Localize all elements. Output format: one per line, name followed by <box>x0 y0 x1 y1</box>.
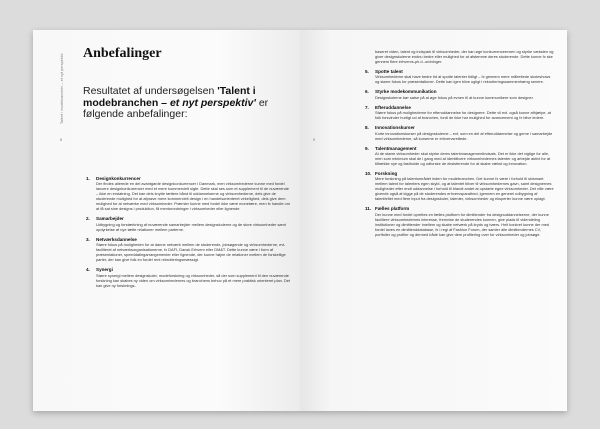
item-number: 9. <box>365 145 369 151</box>
item-number: 7. <box>365 104 369 110</box>
recommendation-item <box>365 89 555 100</box>
recommendation-item <box>365 69 555 85</box>
continued-paragraph <box>375 49 555 64</box>
right-page <box>300 30 567 411</box>
item-number: 10. <box>365 171 372 177</box>
intro-paragraph <box>83 86 283 121</box>
item-title: Innovationskurser <box>375 125 415 131</box>
item-number: 6. <box>365 89 369 95</box>
recommendation-item <box>86 236 291 263</box>
item-number: 2. <box>86 216 90 222</box>
item-title: Styrke modekommunikation <box>375 89 437 95</box>
item-body: Der kunne med fordel oprettes en fælles platform for dimittender fra designuddannelserne, der kunne facilitere virksomhedernes interesse, fremvise de studerendes kunnen, give plads til videndeling institutioner og dimittender imellem og skabe netværk på kryds og tværs. Helt konkret kunne der med fordel laves en dimittenddatabase, fx i regi af Fashion Forum, der samler alle dimittendernes CV, portfolier og profiler og dermed både kan give dem profilering over for virksomheder og jobsøge. <box>375 211 550 237</box>
item-title: Netværksdannelse <box>96 236 137 242</box>
item-body: Korte innovationskurser på designskolerne – evt. som en del af efteruddannelse og gerne i samarbejde med virksomhederne, så kurserne er erhvervsrettede. <box>375 130 553 141</box>
item-number: 5. <box>365 69 369 74</box>
item-body: Større fokus på mulighederne for efteruddannelse for designere. Dette vil evt. også kunne afhjælpe, at folk forsvinder hurtigt ud af branchen, fordi de ikke har mulighed for avancement og fx blive ledere. <box>375 110 551 121</box>
item-number: 1. <box>86 176 90 181</box>
recommendation-item <box>86 216 291 232</box>
recommendation-item <box>86 176 291 212</box>
item-body: Større synergi mellem designskoler, modeforskning og virksomheder, så der som supplement til den nuværende forskning kan skabes ny viden om virksomhedernes og branchens behov på et mere praktisk orienteret plan. Det kan give ny forsknings- <box>96 272 290 288</box>
recommendation-item <box>365 206 555 237</box>
item-body: Virksomhederne skal have bedre tid at spotte talenter tidligt – fx gennem mere målrettede skoleshows og større fokus for præsentationer. Dette kan igen blive ugligt i rekrutteringssammenhæng senere. <box>375 74 551 85</box>
recommendation-item <box>365 145 555 167</box>
page-number-left: 8 <box>60 138 62 142</box>
item-number: 11. <box>365 206 372 212</box>
recommendation-item <box>365 104 555 121</box>
item-body: Større fokus på muligheden for at danne netværk mellem de studerende, jobsøgende og virksomhederne, evt. faciliteret af netværksorganisationerne, fx DAFI, Dansk Erhverv eller DM&T. Dette kunne være i form af præsentationer, speeddatingarrangementer eller lignende, der kunne højne de relationer mellem de forskellige parter, der kan give folk en fordel rent rekrutteringsmæssigt. <box>96 242 286 263</box>
item-title: Forskning <box>375 171 398 177</box>
recommendation-item <box>365 171 555 202</box>
page-number-right: 9 <box>313 138 315 142</box>
intro-bold: 'Talent i modebranchen – <box>83 85 256 109</box>
recommendation-list-left <box>86 176 291 293</box>
item-title: Designkonkurrencer <box>96 176 141 181</box>
recommendation-item <box>365 125 555 141</box>
intro-part1: Resultatet af undersøgelsen <box>83 85 218 97</box>
item-body: At de større virksomheder skal styrke deres talentmanagementindsats. Det er ikke det vigtige for alle, men som minimum skal de i gang med at identificere virksomhedernes talenter og arbejde aktivt for at tiltrække nye og fastholde og udforske de eksisterende for at skabe vækst og innovation. <box>375 151 551 167</box>
intro-part2: er følgende anbefalinger: <box>83 96 269 120</box>
item-body: Udbygning og forstærkning af nuværende samarbejder mellem designskolerne og de store virksomheder samt opdyrkelse af nye tætte relationer mellem parterne. <box>96 221 286 232</box>
item-title: Efteruddannelse <box>375 104 411 110</box>
recommendation-item <box>86 267 291 288</box>
item-body: Mere forskning på talentområdet inden for modebranchen. Det kunne fx være i forhold til skismaet mellem talent for talenters egen skyld, og at talentet bliver til virksomhedernes gavn, samt designernes muligheder efter endt uddannelse i forhold til blandt andet at opstarte egne virksomheder. Det ville være givende også at kigge på de studerendes erhvervsparathed, igennem en generel udbygning af talentfeltet med flere input fra designskoler, talenter, virksomheder og eksperter kunne være oplagt. <box>375 176 554 202</box>
item-title: Spotte talent <box>375 69 403 74</box>
item-number: 8. <box>365 125 369 131</box>
intro-italic: et nyt perspektiv' <box>169 96 256 109</box>
item-number: 4. <box>86 267 90 273</box>
lead-text: baseret viden, talent og indspark til virksomheder, der kan øge konkurrenceevnen og styrke væksten og giver designskolerne endnu bedre eller mulighed for at afstemme deres studerende. Dette kunne fx ske gennem flere erhvervs-ph.d.-ordninger. <box>375 49 554 64</box>
running-header: Talent i modebranchen – et nyt perspektiv <box>60 53 64 124</box>
item-number: 3. <box>86 236 90 242</box>
page-heading: Anbefalinger <box>83 46 162 61</box>
left-page <box>33 30 300 411</box>
item-title: Talentmanagement <box>375 145 417 151</box>
item-title: Fælles platform <box>375 206 410 212</box>
item-title: Synergi <box>96 267 113 273</box>
item-body: Designskolerne bør satse på at øge fokus på evnen til at kunne kommunikere som designer. <box>375 94 534 100</box>
booklet-spread <box>33 30 567 411</box>
item-body: Der findes allerede en del avantgarde designkonkurrencer i Danmark, men virksomhederne kunne med fordel lancere designkonkurrencer med et mere kommercielt sigte. Dette skal ses som et supplement til de nuværende – ikke en erstatning. Det kan dels knytte tættere bånd til uddannelserne og virksomhederne, dels give de studerende mulighed for at afprøve mere kommercielt design i en handelsorienteret virkelighed, dels give dem mulighed for at netværke med virksomheder. Præmier kunne med fordel ikke være monetære, men fx handle om at få sat sine designs i produktion, få mentorordninger i virksomheder eller lignende. <box>96 181 290 212</box>
recommendation-list-right <box>365 49 555 242</box>
item-title: Samarbejder <box>96 216 124 222</box>
